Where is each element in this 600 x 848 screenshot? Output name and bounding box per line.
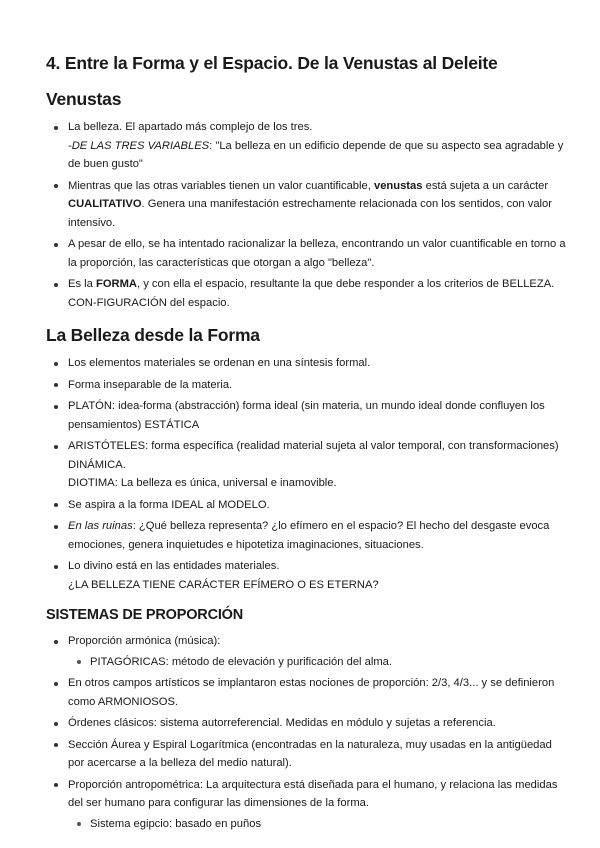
list-item: Sección Áurea y Espiral Logarítmica (encontradas en la naturaleza, muy usadas en la antigüedad por acercarse a la belleza del medio natural). [46,736,566,773]
section-heading-belleza-forma: La Belleza desde la Forma [46,325,260,345]
list-item: En otros campos artísticos se implantaron estas nociones de proporción: 2/3, 4/3... y se definieron como ARMONIOSOS. [46,674,566,711]
sub-list [68,653,566,672]
item-text: : ¿Qué belleza representa? ¿lo efímero en el espacio? El hecho del desgaste evoca emociones, genera inquietudes e hipotetiza imaginaciones, situaciones. [68,520,550,551]
item-text: Mientras que las otras variables tienen un valor cuantificable, [68,179,374,192]
item-text: La belleza. El apartado más complejo de los tres. [68,121,313,133]
list-item: Los elementos materiales se ordenan en una síntesis formal. [46,354,566,373]
list-item [46,557,566,594]
list-item [46,275,566,312]
italic-text: En las ruinas [68,520,133,532]
list-item: PLATÓN: idea-forma (abstracción) forma ideal (sin materia, un mundo ideal donde confluyen los pensamientos) ESTÁTICA [46,397,566,434]
bold-text: FORMA [95,278,137,290]
list-item [46,118,566,174]
item-text: está sujeta a un carácter [422,179,549,192]
list-item: A pesar de ello, se ha intentado racionalizar la belleza, encontrando un valor cuantificable en torno a la proporción, las características que otorgan a algo "belleza". [46,235,566,272]
item-text [68,275,566,294]
section-heading-sistemas: SISTEMAS DE PROPORCIÓN [46,607,244,623]
sub-list [68,815,566,834]
list-item: Órdenes clásicos: sistema autorreferencial. Medidas en módulo y sujetas a referencia. [46,714,566,733]
list-item: Forma inseparable de la materia. [46,376,566,395]
list-item [46,437,566,493]
list-item [46,632,566,671]
item-text: Proporción armónica (música): [68,635,221,647]
document-content [46,50,566,836]
list-item [46,177,566,233]
italic-text: -DE LAS TRES VARIABLES [68,139,210,152]
document-title: 4. Entre la Forma y el Espacio. De la Venustas al Deleite [46,53,498,73]
bold-text: CUALITATIVO [68,198,142,210]
item-text: : "La belleza en un edificio depende de que su aspecto sea agradable y de buen gusto" [68,139,564,170]
list-item: Se aspira a la forma IDEAL al MODELO. [46,496,566,515]
belleza-forma-list [46,354,566,594]
sistemas-list [46,632,566,833]
item-text: . Genera una manifestación estrechamente relacionada con los sentidos, con valor intensivo. [68,198,552,229]
bold-text: venustas [373,179,423,192]
item-text: Lo divino está en las entidades materiales. [68,560,280,572]
item-text: ARISTÓTELES: forma específica (realidad material sujeta al valor temporal, con transformaciones) DINÁMICA. [68,440,559,471]
item-text: Proporción antropométrica: La arquitectura está diseñada para el humano, y relaciona las medidas del ser humano para configurar las dimensiones de la forma. [68,778,558,809]
item-text: , y con ella el espacio, resultante la que debe responder a los criterios de BELLEZA. [137,278,555,290]
item-text [68,137,566,174]
list-item [46,517,566,554]
item-text: Es la [68,278,96,290]
sub-list-item: PITAGÓRICAS: método de elevación y purificación del alma. [68,653,566,672]
sub-list-item: Sistema egipcio: basado en puños [68,815,566,834]
list-item [46,776,566,834]
venustas-list [46,118,566,312]
item-text: DIOTIMA: La belleza es única, universal e inamovible. [68,477,337,489]
section-heading-venustas: Venustas [46,89,122,109]
item-text: ¿LA BELLEZA TIENE CARÁCTER EFÍMERO O ES ETERNA? [68,578,379,591]
item-text: CON-FIGURACIÓN del espacio. [68,296,230,309]
